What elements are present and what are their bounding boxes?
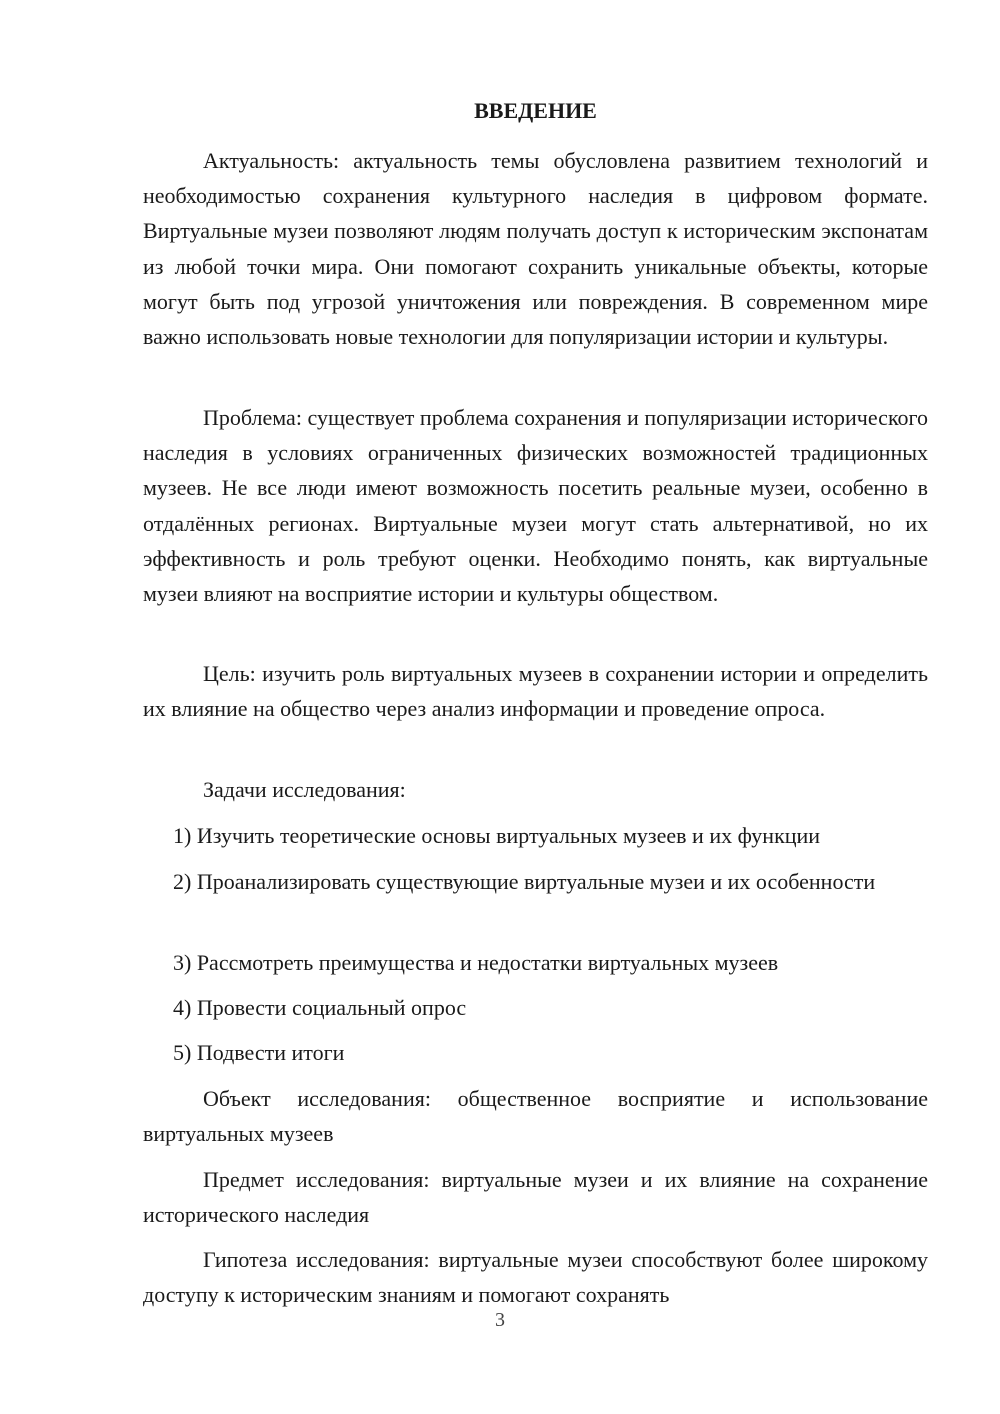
hypothesis-paragraph: Гипотеза исследования: виртуальные музеи способствуют более широкому доступу к историческим знаниям и помогают сохранять bbox=[143, 1247, 928, 1308]
subject-paragraph: Предмет исследования: виртуальные музеи и их влияние на сохранение исторического наследия bbox=[143, 1167, 928, 1228]
problem-paragraph: Проблема: существует проблема сохранения и популяризации исторического наследия в условиях ограниченных физических возможностей традиционных музеев. Не все люди имеют возможность посетить реальные музеи, особенно в отдалённых регионах. Виртуальные музеи могут стать альтернативой, но их эффективность и роль требуют оценки. Необходимо понять, как виртуальные музеи влияют на восприятие истории и культуры обществом. bbox=[143, 405, 928, 607]
relevance-paragraph: Актуальность: актуальность темы обусловлена развитием технологий и необходимостью сохранения культурного наследия в цифровом формате. Виртуальные музеи позволяют людям получать доступ к историческим экспонатам из любой точки мира. Они помогают сохранить уникальные объекты, которые могут быть под угрозой уничтожения или повреждения. В современном мире важно использовать новые технологии для популяризации истории и культуры. bbox=[143, 148, 928, 350]
object-paragraph: Объект исследования: общественное восприятие и использование виртуальных музеев bbox=[143, 1086, 928, 1147]
tasks-heading: Задачи исследования: bbox=[203, 777, 406, 802]
page-title: ВВЕДЕНИЕ bbox=[474, 98, 597, 123]
task-item-2: 2) Проанализировать существующие виртуальные музеи и их особенности bbox=[173, 869, 876, 894]
goal-paragraph: Цель: изучить роль виртуальных музеев в сохранении истории и определить их влияние на общество через анализ информации и проведение опроса. bbox=[143, 661, 928, 722]
page-number: 3 bbox=[495, 1309, 505, 1331]
task-item-5: 5) Подвести итоги bbox=[173, 1040, 345, 1065]
task-item-1: 1) Изучить теоретические основы виртуальных музеев и их функции bbox=[173, 823, 821, 848]
task-item-4: 4) Провести социальный опрос bbox=[173, 995, 467, 1020]
task-item-3: 3) Рассмотреть преимущества и недостатки виртуальных музеев bbox=[173, 950, 779, 975]
